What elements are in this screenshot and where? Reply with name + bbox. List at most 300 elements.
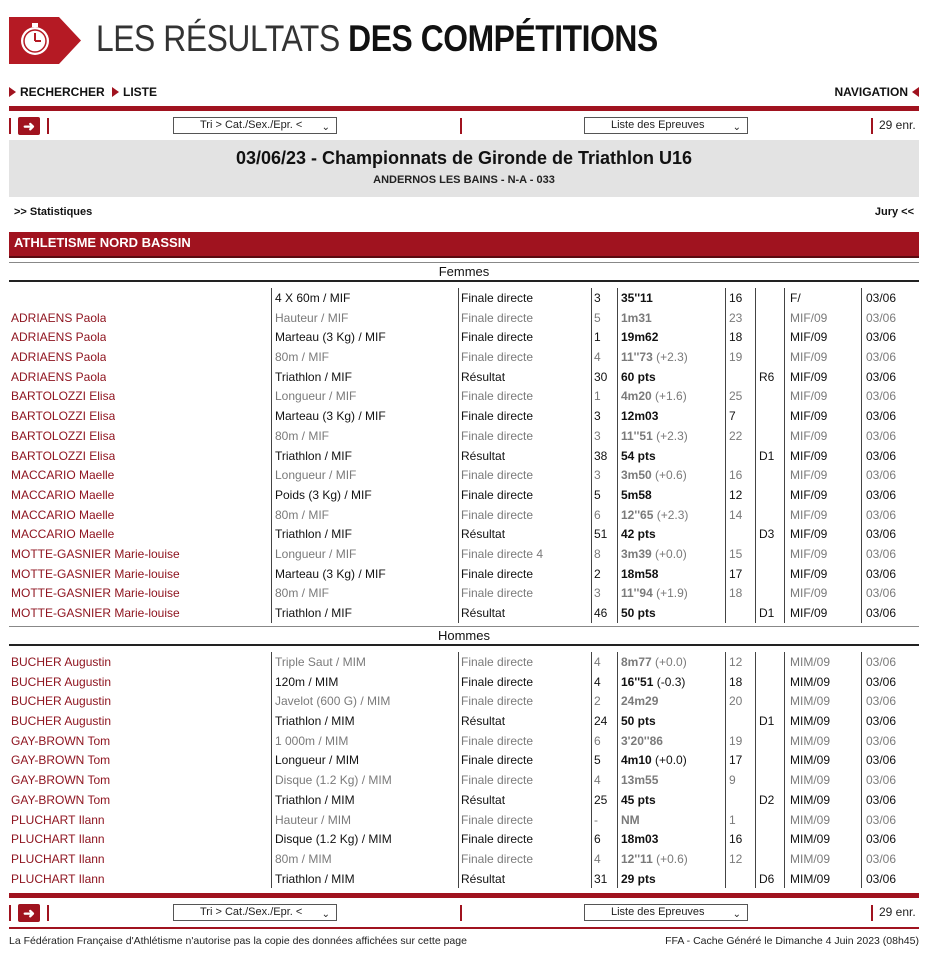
cell-event: Triathlon / MIM: [275, 871, 355, 886]
cell-cat: MIM/09: [790, 733, 831, 748]
copyright-notice: La Fédération Française d'Athlétisme n'autorise pas la copie des données affichées sur cette page: [9, 935, 467, 947]
cell-event: Marteau (3 Kg) / MIF: [275, 566, 386, 581]
cell-place: 5: [594, 310, 601, 325]
cell-perf: [621, 655, 731, 669]
cell-cat: MIF/09: [790, 330, 828, 345]
wind-value: (+1.6): [655, 389, 687, 404]
cell-name[interactable]: BUCHER Augustin: [11, 714, 112, 729]
column-divider: [271, 652, 272, 888]
navigation-link-label: NAVIGATION: [834, 85, 908, 99]
table-row: [9, 750, 919, 770]
triangle-left-icon: [912, 87, 919, 97]
cell-date: 03/06: [866, 428, 897, 443]
cell-perf: [621, 734, 731, 748]
cell-event: Poids (3 Kg) / MIF: [275, 487, 372, 502]
table-row: [9, 327, 919, 347]
table-row: [9, 505, 919, 525]
table-row: [9, 367, 919, 387]
table-row: [9, 524, 919, 544]
cell-date: 03/06: [866, 369, 897, 384]
cell-perf: [621, 832, 731, 846]
table-row: [9, 347, 919, 367]
cell-pts: 18: [729, 586, 743, 601]
cell-name[interactable]: BUCHER Augustin: [11, 694, 112, 709]
cell-round: Résultat: [461, 448, 506, 463]
cell-cat: MIM/09: [790, 851, 831, 866]
divider: [460, 905, 462, 921]
cell-name[interactable]: BUCHER Augustin: [11, 655, 112, 669]
cell-event: Marteau (3 Kg) / MIF: [275, 330, 386, 345]
cell-perf: [621, 547, 731, 561]
table-row: [9, 446, 919, 466]
performance-value: 50 pts: [621, 714, 656, 729]
cell-cat: MIM/09: [790, 773, 831, 788]
performance-value: 3'20''86: [621, 733, 663, 748]
cell-place: 2: [594, 566, 601, 581]
table-row: [9, 810, 919, 830]
cell-cat: MIF/09: [790, 546, 828, 561]
cell-name[interactable]: BARTOLOZZI Elisa: [11, 428, 116, 443]
column-divider: [861, 652, 862, 888]
cell-place: 5: [594, 487, 601, 502]
cell-name[interactable]: MOTTE-GASNIER Marie-louise: [11, 606, 180, 620]
events-select-value: Liste des Epreuves: [611, 906, 705, 918]
wind-value: (+2.3): [656, 428, 688, 443]
cell-event: Hauteur / MIM: [275, 812, 352, 827]
cell-pts: 20: [729, 694, 743, 709]
cell-cat: MIF/09: [790, 389, 828, 404]
cell-perf: [621, 449, 731, 463]
performance-value: 4m20: [621, 389, 652, 404]
cell-event: Triathlon / MIF: [275, 606, 352, 620]
performance-value: 54 pts: [621, 448, 656, 463]
cell-pts: 12: [729, 851, 743, 866]
arrow-left-icon: ➜: [23, 905, 35, 921]
cell-date: 03/06: [866, 389, 897, 404]
navigation-link[interactable]: [834, 85, 919, 99]
cell-round: Finale directe: [461, 566, 534, 581]
cell-name[interactable]: BARTOLOZZI Elisa: [11, 448, 116, 463]
table-row: [9, 406, 919, 426]
list-link-label: LISTE: [123, 85, 158, 99]
table-row: [9, 603, 919, 623]
cell-round: Finale directe: [461, 851, 534, 866]
cell-place: 2: [594, 694, 601, 709]
cell-event: Triathlon / MIF: [275, 369, 352, 384]
title-light: LES RÉSULTATS: [96, 18, 340, 59]
cell-perf: [621, 852, 731, 866]
cell-round: Finale directe: [461, 832, 534, 847]
cell-event: Hauteur / MIF: [275, 310, 349, 325]
cell-event: Longueur / MIF: [275, 546, 357, 561]
column-divider: [784, 288, 785, 623]
performance-value: 12''65: [621, 507, 654, 522]
cell-perf: [621, 468, 731, 482]
cell-name[interactable]: ADRIAENS Paola: [11, 369, 107, 384]
table-row: [9, 691, 919, 711]
competition-title: 03/06/23 - Championnats de Gironde de Triathlon U16: [235, 148, 693, 168]
cell-cat: MIM/09: [790, 714, 831, 729]
performance-value: 29 pts: [621, 871, 656, 886]
divider: [9, 106, 919, 111]
cell-perf: [621, 714, 731, 728]
cell-perf: [621, 291, 731, 305]
cell-date: 03/06: [866, 871, 897, 886]
club-name-bar: ATHLETISME NORD BASSIN: [9, 232, 919, 258]
cell-event: Javelot (600 G) / MIM: [275, 694, 391, 709]
cell-name[interactable]: BARTOLOZZI Elisa: [11, 389, 116, 404]
cell-event: 4 X 60m / MIF: [275, 291, 351, 305]
statistics-link[interactable]: >> Statistiques: [14, 206, 93, 218]
table-row: [9, 485, 919, 505]
table-row: [9, 288, 919, 308]
wind-value: (+0.0): [655, 546, 687, 561]
cell-pts: 17: [729, 566, 743, 581]
sort-select[interactable]: [173, 904, 337, 921]
cell-cat: MIF/09: [790, 428, 828, 443]
cell-event: Longueur / MIM: [275, 753, 360, 768]
cell-round: Finale directe: [461, 487, 534, 502]
cell-place: -: [594, 812, 598, 827]
table-row: [9, 731, 919, 751]
cell-name[interactable]: MACCARIO Maelle: [11, 527, 115, 542]
cell-place: 3: [594, 468, 601, 483]
cell-date: 03/06: [866, 310, 897, 325]
performance-value: 12''11: [621, 851, 653, 866]
competition-header: [9, 140, 919, 197]
record-count: 29 enr.: [879, 118, 916, 132]
cell-cat: MIM/09: [790, 832, 831, 847]
wind-value: (+2.3): [656, 507, 689, 522]
divider: [871, 905, 873, 921]
performance-value: 8m77: [621, 655, 652, 669]
table-row: [9, 711, 919, 731]
cell-perf: [621, 606, 731, 620]
cell-place: 38: [594, 448, 608, 463]
cell-place: 4: [594, 350, 601, 365]
top-nav: [0, 84, 931, 102]
cell-round: Finale directe: [461, 753, 534, 768]
table-row: [9, 544, 919, 564]
cell-round: Finale directe: [461, 468, 534, 483]
cell-event: 80m / MIM: [275, 851, 332, 866]
cell-name[interactable]: PLUCHART Ilann: [11, 851, 105, 866]
cell-perf: [621, 567, 731, 581]
cell-name[interactable]: PLUCHART Ilann: [11, 871, 105, 886]
divider: [871, 118, 873, 134]
cell-place: 4: [594, 773, 601, 788]
cell-cat: MIM/09: [790, 674, 831, 689]
column-divider: [755, 652, 756, 888]
search-link-label: RECHERCHER: [20, 85, 105, 99]
cell-place: 6: [594, 507, 601, 522]
performance-value: 4m10: [621, 753, 652, 768]
cell-pts: 23: [729, 310, 743, 325]
cell-cat: MIF/09: [790, 468, 828, 483]
cell-niv: D3: [759, 527, 775, 542]
performance-value: 11''73: [621, 350, 653, 365]
cell-event: Triple Saut / MIM: [275, 655, 366, 669]
toolbar-bottom: [9, 902, 919, 924]
cell-place: 6: [594, 832, 601, 847]
cell-event: Triathlon / MIF: [275, 448, 352, 463]
table-row: [9, 849, 919, 869]
cell-date: 03/06: [866, 655, 897, 669]
cell-date: 03/06: [866, 792, 897, 807]
cell-event: Longueur / MIF: [275, 468, 357, 483]
cell-event: Triathlon / MIF: [275, 527, 352, 542]
links-row: [14, 206, 914, 222]
cell-round: Résultat: [461, 369, 506, 384]
cell-name[interactable]: ADRIAENS Paola: [11, 310, 107, 325]
cache-info: FFA - Cache Généré le Dimanche 4 Juin 2023 (08h45): [665, 935, 919, 947]
cell-name[interactable]: BARTOLOZZI Elisa: [11, 409, 116, 424]
cell-cat: MIM/09: [790, 792, 831, 807]
cell-perf: [621, 370, 731, 384]
cell-round: Finale directe: [461, 773, 534, 788]
list-link[interactable]: [112, 85, 157, 99]
cell-date: 03/06: [866, 291, 897, 305]
performance-value: NM: [621, 812, 640, 827]
cell-event: Disque (1.2 Kg) / MIM: [275, 773, 392, 788]
back-button[interactable]: [18, 904, 40, 922]
cell-perf: [621, 813, 731, 827]
events-select[interactable]: [584, 117, 748, 134]
cell-place: 25: [594, 792, 608, 807]
cell-name[interactable]: MACCARIO Maelle: [11, 507, 115, 522]
cell-cat: MIF/09: [790, 586, 828, 601]
cell-pts: 15: [729, 546, 743, 561]
column-divider: [617, 652, 618, 888]
cell-place: 3: [594, 586, 601, 601]
competition-location: ANDERNOS LES BAINS - N-A - 033: [373, 174, 555, 186]
cell-date: 03/06: [866, 586, 897, 601]
table-row: [9, 386, 919, 406]
performance-value: 42 pts: [621, 527, 656, 542]
performance-value: 5m58: [621, 487, 652, 502]
cell-name[interactable]: PLUCHART Ilann: [11, 832, 105, 847]
cell-pts: 22: [729, 428, 743, 443]
cell-cat: MIM/09: [790, 655, 831, 669]
cell-name[interactable]: GAY-BROWN Tom: [11, 773, 111, 788]
cell-perf: [621, 350, 731, 364]
table-row: [9, 426, 919, 446]
cell-round: Finale directe: [461, 655, 534, 669]
cell-niv: D2: [759, 792, 775, 807]
cell-event: 80m / MIF: [275, 586, 330, 601]
cell-place: 30: [594, 369, 608, 384]
divider: [9, 118, 11, 134]
cell-cat: MIF/09: [790, 507, 828, 522]
cell-round: Résultat: [461, 714, 506, 729]
cell-pts: 18: [729, 674, 743, 689]
cell-date: 03/06: [866, 546, 897, 561]
sort-select[interactable]: [173, 117, 337, 134]
cell-date: 03/06: [866, 468, 897, 483]
page-title: [96, 18, 658, 60]
cell-cat: MIM/09: [790, 812, 831, 827]
cell-place: 3: [594, 409, 601, 424]
wind-value: (+2.3): [656, 350, 688, 365]
cell-name[interactable]: BUCHER Augustin: [11, 674, 112, 689]
cell-perf: [621, 389, 731, 403]
cell-pts: 1: [729, 812, 736, 827]
cell-name[interactable]: MACCARIO Maelle: [11, 487, 115, 502]
cell-date: 03/06: [866, 330, 897, 345]
cell-place: 24: [594, 714, 608, 729]
performance-value: 24m29: [621, 694, 659, 709]
cell-cat: MIM/09: [790, 871, 831, 886]
table-row: [9, 583, 919, 603]
wind-value: (+1.9): [656, 586, 688, 601]
wind-value: (+0.6): [655, 468, 687, 483]
cell-pts: 18: [729, 330, 743, 345]
cell-cat: MIF/09: [790, 350, 828, 365]
cell-cat: MIF/09: [790, 369, 828, 384]
cell-perf: [621, 311, 731, 325]
cell-round: Résultat: [461, 606, 506, 620]
cell-date: 03/06: [866, 714, 897, 729]
cell-perf: [621, 694, 731, 708]
cell-cat: MIF/09: [790, 566, 828, 581]
divider: [47, 118, 49, 134]
performance-value: 12m03: [621, 409, 659, 424]
table-row: [9, 790, 919, 810]
cell-name[interactable]: MACCARIO Maelle: [11, 468, 115, 483]
cell-date: 03/06: [866, 674, 897, 689]
cell-cat: MIF/09: [790, 487, 828, 502]
cell-perf: [621, 429, 731, 443]
cell-round: Finale directe: [461, 291, 534, 305]
back-button[interactable]: [18, 117, 40, 135]
cell-niv: D6: [759, 871, 775, 886]
cell-cat: MIF/09: [790, 527, 828, 542]
cell-name[interactable]: GAY-BROWN Tom: [11, 733, 111, 748]
chevron-down-icon: ⌄: [732, 909, 741, 920]
column-divider: [458, 288, 459, 623]
cell-name[interactable]: ADRIAENS Paola: [11, 330, 107, 345]
search-link[interactable]: [9, 85, 105, 99]
cell-niv: D1: [759, 606, 775, 620]
cell-pts: 16: [729, 832, 743, 847]
cell-date: 03/06: [866, 606, 897, 620]
cell-cat: MIM/09: [790, 694, 831, 709]
cell-perf: [621, 527, 731, 541]
section-men: Hommes: [9, 626, 919, 646]
cell-round: Finale directe: [461, 507, 534, 522]
cell-perf: [621, 793, 731, 807]
cell-date: 03/06: [866, 753, 897, 768]
record-count: 29 enr.: [879, 905, 916, 919]
cell-place: 3: [594, 428, 601, 443]
performance-value: 45 pts: [621, 792, 656, 807]
cell-round: Finale directe: [461, 694, 534, 709]
cell-round: Finale directe: [461, 586, 534, 601]
cell-name[interactable]: ADRIAENS Paola: [11, 350, 107, 365]
cell-date: 03/06: [866, 851, 897, 866]
column-divider: [591, 652, 592, 888]
cell-cat: MIF/09: [790, 310, 828, 325]
cell-round: Finale directe: [461, 674, 534, 689]
cell-perf: [621, 872, 731, 886]
triangle-right-icon: [9, 87, 16, 97]
cell-round: Résultat: [461, 871, 506, 886]
page-header: [0, 0, 931, 80]
triangle-right-icon: [112, 87, 119, 97]
cell-event: Triathlon / MIM: [275, 792, 355, 807]
cell-round: Finale directe: [461, 428, 534, 443]
cell-round: Résultat: [461, 792, 506, 807]
cell-perf: [621, 675, 731, 689]
cell-event: 80m / MIF: [275, 428, 330, 443]
cell-name[interactable]: MOTTE-GASNIER Marie-louise: [11, 566, 180, 581]
cell-date: 03/06: [866, 733, 897, 748]
cell-perf: [621, 753, 731, 767]
divider: [9, 927, 919, 929]
cell-date: 03/06: [866, 487, 897, 502]
cell-date: 03/06: [866, 507, 897, 522]
cell-name[interactable]: MOTTE-GASNIER Marie-louise: [11, 546, 180, 561]
performance-value: 19m62: [621, 330, 659, 345]
column-divider: [591, 288, 592, 623]
cell-perf: [621, 586, 731, 600]
arrow-left-icon: ➜: [23, 118, 35, 134]
wind-value: (-0.3): [656, 674, 686, 689]
cell-cat: F/: [790, 291, 801, 305]
column-divider: [861, 288, 862, 623]
cell-name[interactable]: PLUCHART Ilann: [11, 812, 105, 827]
chevron-down-icon: ⌄: [732, 122, 741, 133]
performance-value: 18m03: [621, 832, 659, 847]
table-row: [9, 770, 919, 790]
cell-perf: [621, 508, 731, 522]
cell-place: 6: [594, 733, 601, 748]
cell-date: 03/06: [866, 773, 897, 788]
sort-select-value: Tri > Cat./Sex./Epr. <: [200, 119, 303, 131]
cell-pts: 25: [729, 389, 743, 404]
cell-name[interactable]: GAY-BROWN Tom: [11, 792, 111, 807]
cell-cat: MIF/09: [790, 409, 828, 424]
column-divider: [725, 288, 726, 623]
cell-round: Finale directe 4: [461, 546, 544, 561]
cell-place: 8: [594, 546, 601, 561]
cell-name[interactable]: MOTTE-GASNIER Marie-louise: [11, 586, 180, 601]
cell-pts: 7: [729, 409, 736, 424]
performance-value: 60 pts: [621, 369, 656, 384]
divider: [47, 905, 49, 921]
footer: [9, 935, 919, 951]
cell-pts: 12: [729, 487, 743, 502]
cell-place: 4: [594, 674, 601, 689]
cell-niv: D1: [759, 448, 775, 463]
cell-event: 1 000m / MIM: [275, 733, 349, 748]
column-divider: [271, 288, 272, 623]
cell-event: 120m / MIM: [275, 674, 339, 689]
cell-name[interactable]: GAY-BROWN Tom: [11, 753, 111, 768]
column-divider: [617, 288, 618, 623]
table-row: [9, 672, 919, 692]
wind-value: (+0.0): [655, 753, 687, 768]
cell-cat: MIM/09: [790, 753, 831, 768]
cell-round: Finale directe: [461, 389, 534, 404]
toolbar-top: [9, 115, 919, 137]
events-select[interactable]: [584, 904, 748, 921]
chevron-down-icon: ⌄: [321, 909, 330, 920]
cell-date: 03/06: [866, 566, 897, 581]
jury-link[interactable]: Jury <<: [874, 206, 914, 218]
cell-round: Finale directe: [461, 330, 534, 345]
column-divider: [784, 652, 785, 888]
